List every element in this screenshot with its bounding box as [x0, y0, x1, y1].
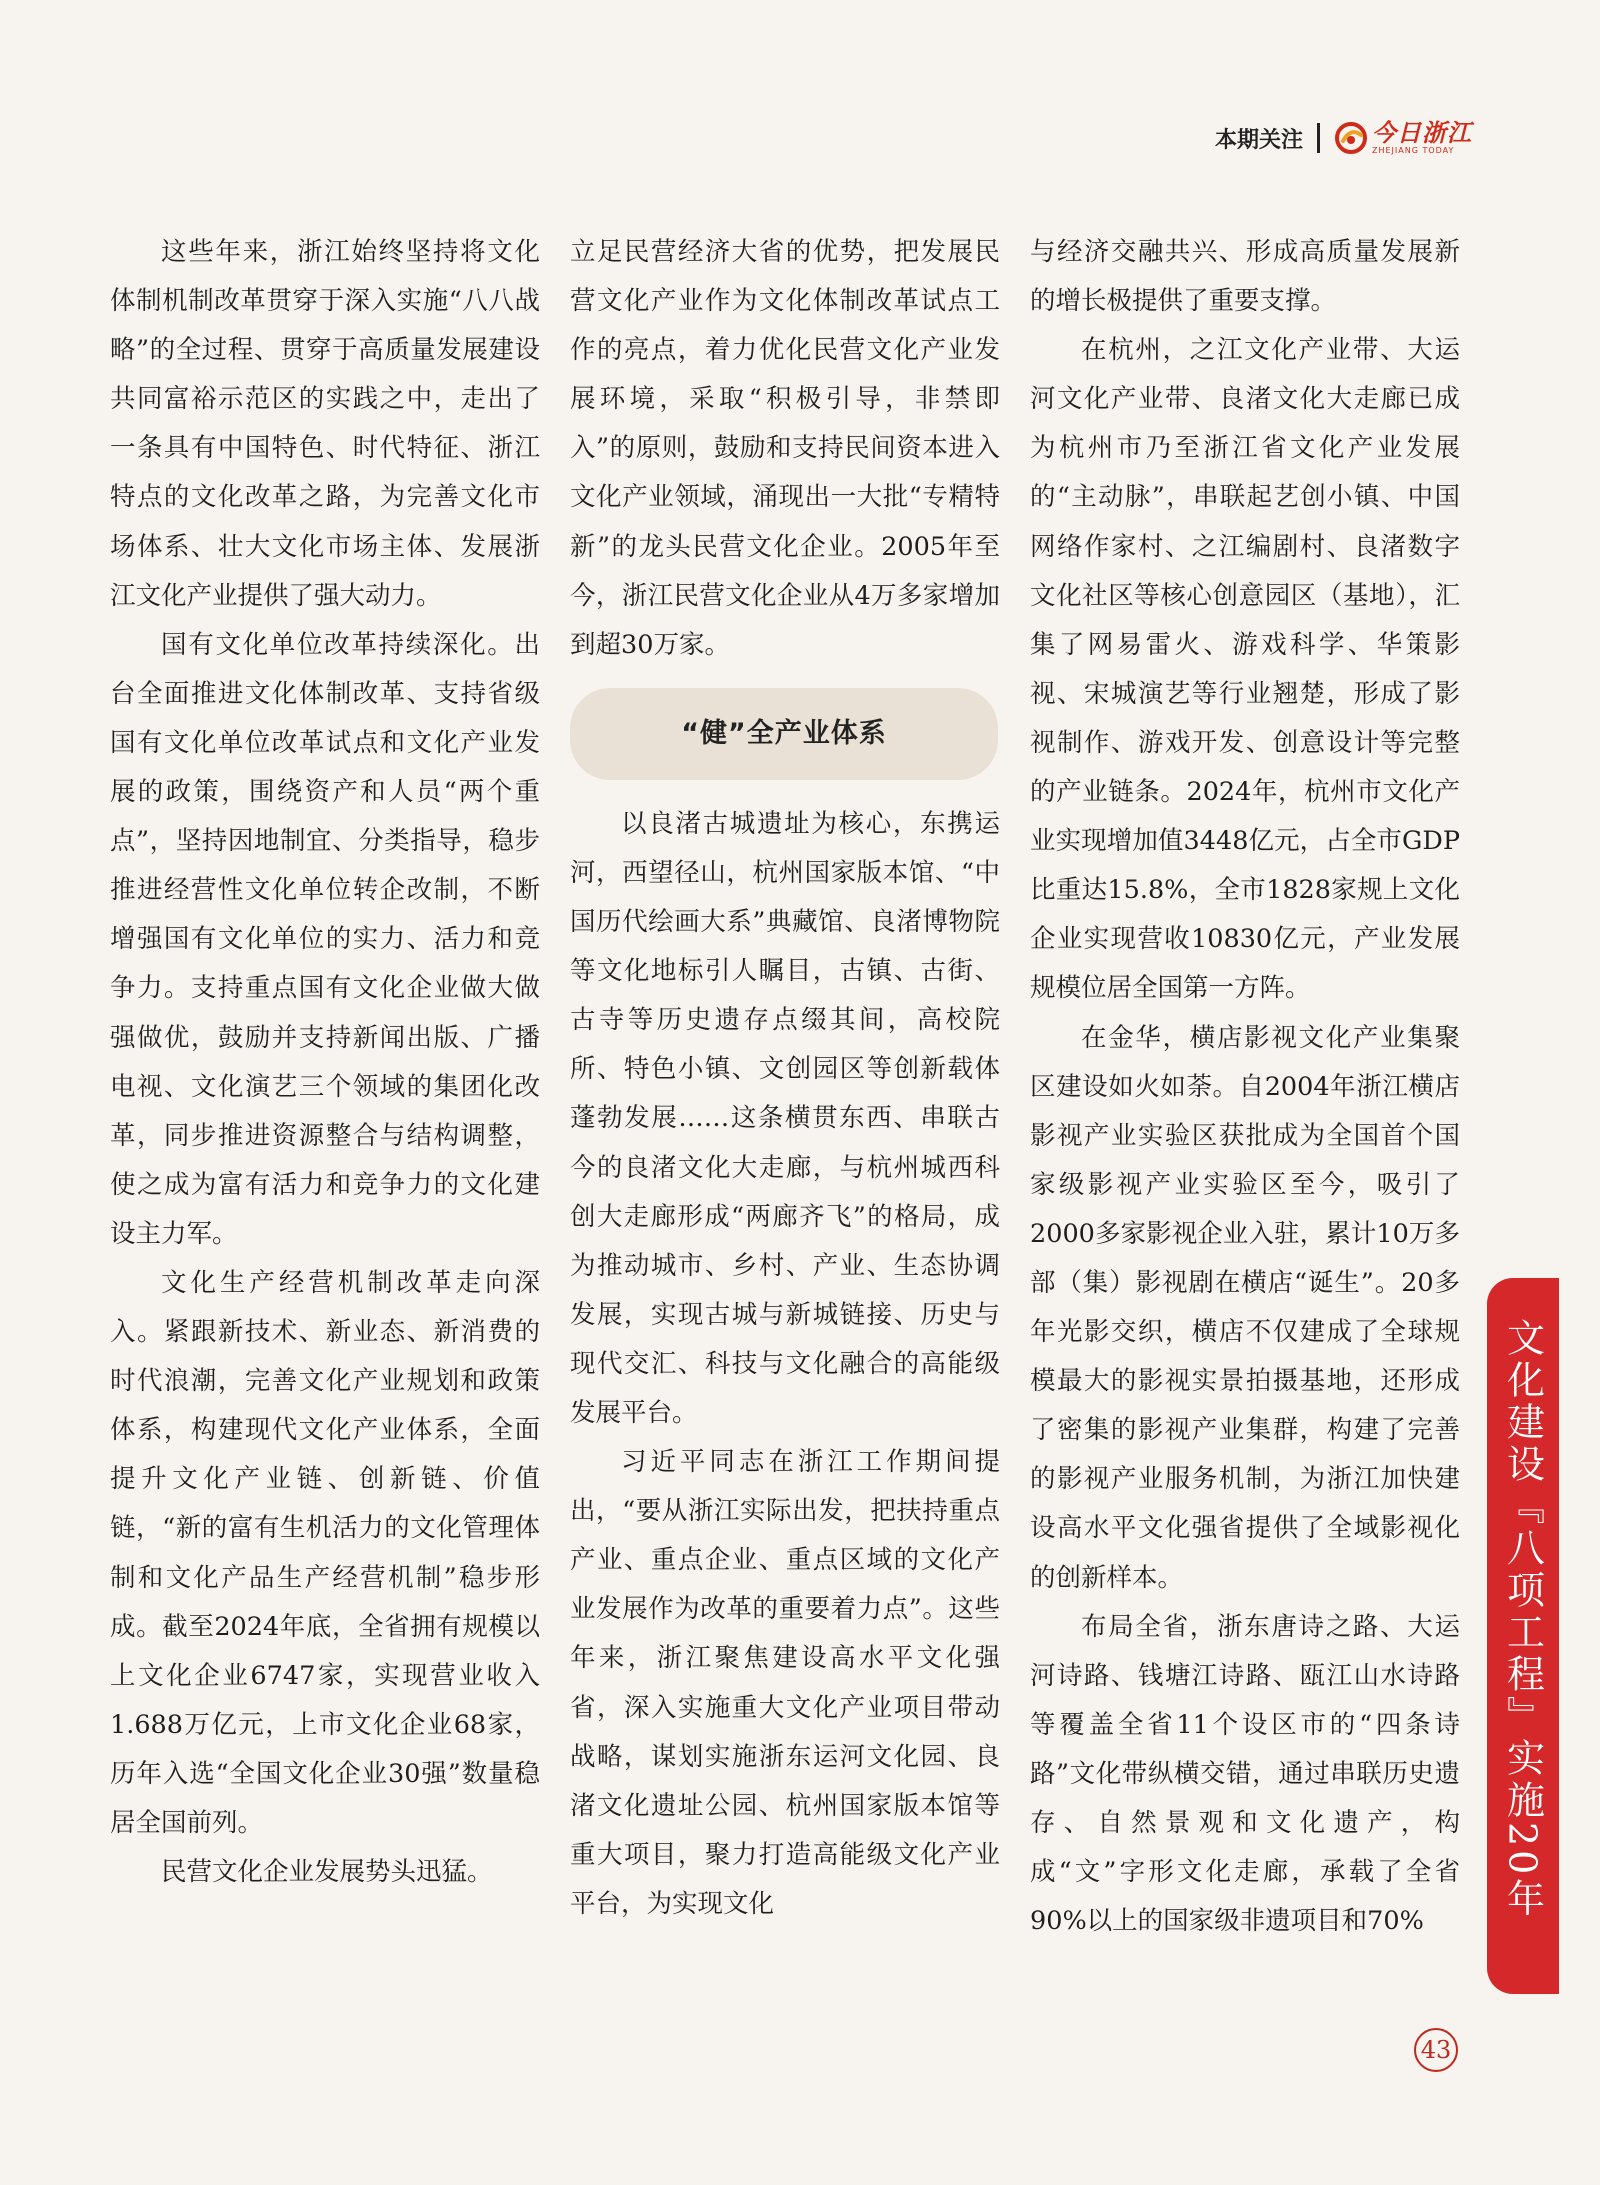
header-divider	[1317, 123, 1320, 153]
section-label: 本期关注	[1214, 127, 1303, 153]
paragraph: 立足民营经济大省的优势，把发展民营文化产业作为文化体制改革试点工作的亮点，着力优化民营文化产业发展环境，采取“积极引导，非禁即入”的原则，鼓励和支持民间资本进入文化产业领域，涌现出一大批“专精特新”的龙头民营文化企业。2005年至今，浙江民营文化企业从4万多家增加到超30万家。	[570, 237, 1000, 660]
magazine-logo	[1334, 118, 1472, 155]
paragraph: 与经济交融共兴、形成高质量发展新的增长极提供了重要支撑。	[1030, 237, 1460, 317]
paragraph: 习近平同志在浙江工作期间提出，“要从浙江实际出发，把扶持重点产业、重点企业、重点区域的文化产业发展作为改革的重要着力点”。这些年来，浙江聚焦建设高水平文化强省，深入实施重大文化产业项目带动战略，谋划实施浙东运河文化园、良渚文化遗址公园、杭州国家版本馆等重大项目，聚力打造高能级文化产业平台，为实现文化	[570, 1447, 1000, 1919]
page-header	[1215, 118, 1472, 158]
section-heading: “健”全产业体系	[570, 688, 998, 780]
logo-english-text: ZHEJIANG TODAY	[1372, 146, 1455, 155]
article-column-3	[1030, 228, 1460, 1946]
logo-swirl-icon	[1334, 121, 1368, 155]
article-column-1	[110, 228, 540, 1897]
page-number: 43	[1414, 2028, 1458, 2072]
paragraph: 以良渚古城遗址为核心，东携运河，西望径山，杭州国家版本馆、“中国历代绘画大系”典藏馆、良渚博物院等文化地标引人瞩目，古镇、古街、古寺等历史遗存点缀其间，高校院所、特色小镇、文创园区等创新载体蓬勃发展……这条横贯东西、串联古今的良渚文化大走廊，与杭州城西科创大走廊形成“两廊齐飞”的格局，成为推动城市、乡村、产业、生态协调发展，实现古城与新城链接、历史与现代交汇、科技与文化融合的高能级发展平台。	[570, 808, 1000, 1428]
paragraph: 在金华，横店影视文化产业集聚区建设如火如荼。自2004年浙江横店影视产业实验区获批成为全国首个国家级影视产业实验区至今，吸引了2000多家影视企业入驻，累计10万多部（集）影视剧在横店“诞生”。20多年光影交织，横店不仅建成了全球规模最大的影视实景拍摄基地，还形成了密集的影视产业集群，构建了完善的影视产业服务机制，为浙江加快建设高水平文化强省提供了全域影视化的创新样本。	[1030, 1022, 1460, 1593]
side-banner	[1487, 1278, 1559, 1994]
logo-chinese-text: 今日浙江	[1372, 118, 1472, 147]
side-banner-text: 文化建设『八项工程』实施20年	[1500, 1318, 1545, 1921]
paragraph: 民营文化企业发展势头迅猛。	[161, 1857, 493, 1888]
paragraph: 文化生产经营机制改革走向深入。紧跟新技术、新业态、新消费的时代浪潮，完善文化产业规划和政策体系，构建现代文化产业体系，全面提升文化产业链、创新链、价值链，“新的富有生机活力的文化管理体制和文化产品生产经营机制”稳步形成。截至2024年底，全省拥有规模以上文化企业6747家，实现营业收入1.688万亿元，上市文化企业68家，历年入选“全国文化企业30强”数量稳居全国前列。	[110, 1267, 540, 1838]
article-column-2	[570, 228, 1000, 1929]
paragraph: 国有文化单位改革持续深化。出台全面推进文化体制改革、支持省级国有文化单位改革试点和文化产业发展的政策，围绕资产和人员“两个重点”，坚持因地制宜、分类指导，稳步推进经营性文化单位转企改制，不断增强国有文化单位的实力、活力和竞争力。支持重点国有文化企业做大做强做优，鼓励并支持新闻出版、广播电视、文化演艺三个领域的集团化改革，同步推进资源整合与结构调整，使之成为富有活力和竞争力的文化建设主力军。	[110, 629, 540, 1249]
paragraph: 这些年来，浙江始终坚持将文化体制机制改革贯穿于深入实施“八八战略”的全过程、贯穿于高质量发展建设共同富裕示范区的实践之中，走出了一条具有中国特色、时代特征、浙江特点的文化改革之路，为完善文化市场体系、壮大文化市场主体、发展浙江文化产业提供了强大动力。	[110, 237, 540, 611]
paragraph: 布局全省，浙东唐诗之路、大运河诗路、钱塘江诗路、瓯江山水诗路等覆盖全省11个设区市的“四条诗路”文化带纵横交错，通过串联历史遗存、自然景观和文化遗产，构成“文”字形文化走廊，承载了全省90%以上的国家级非遗项目和70%	[1030, 1611, 1460, 1937]
paragraph: 在杭州，之江文化产业带、大运河文化产业带、良渚文化大走廊已成为杭州市乃至浙江省文化产业发展的“主动脉”，串联起艺创小镇、中国网络作家村、之江编剧村、良渚数字文化社区等核心创意园区（基地），汇集了网易雷火、游戏科学、华策影视、宋城演艺等行业翘楚，形成了影视制作、游戏开发、创意设计等完整的产业链条。2024年，杭州市文化产业实现增加值3448亿元，占全市GDP比重达15.8%，全市1828家规上文化企业实现营收10830亿元，产业发展规模位居全国第一方阵。	[1030, 335, 1460, 1004]
